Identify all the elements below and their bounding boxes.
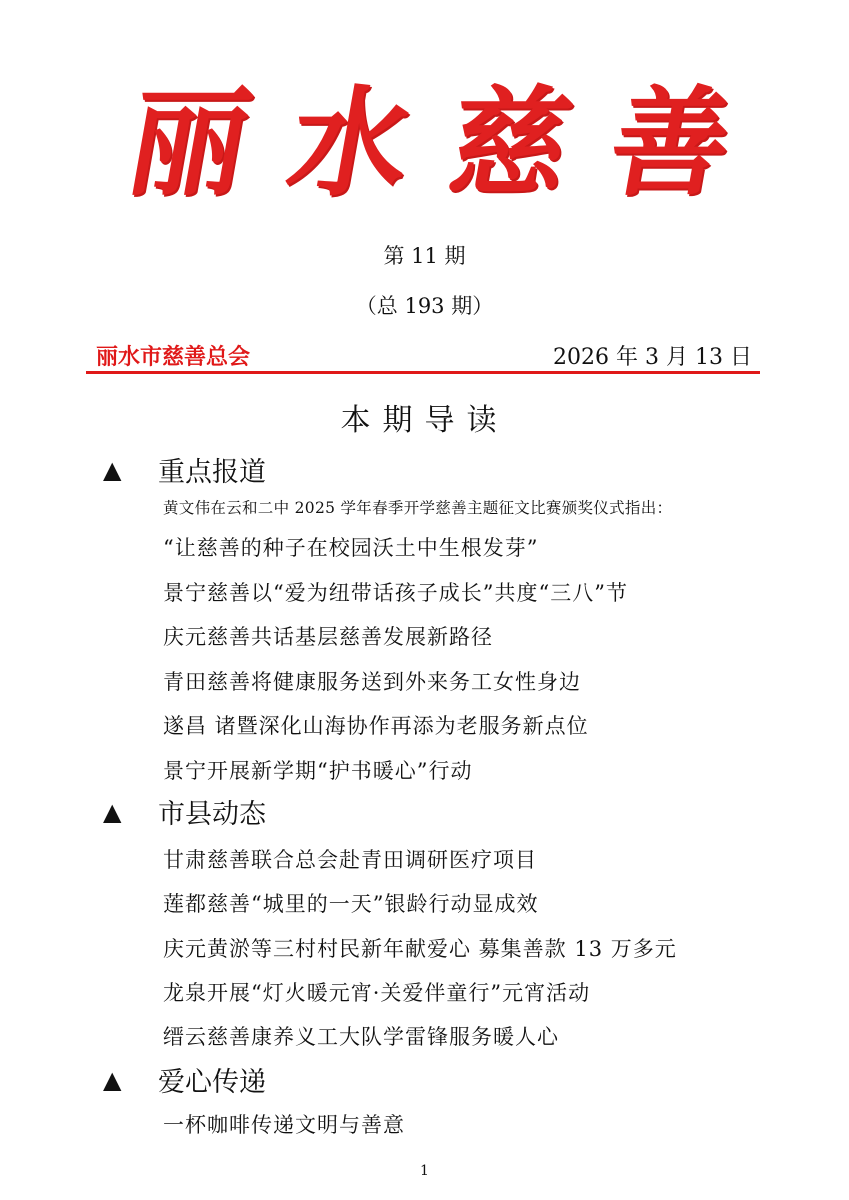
list-item[interactable]: 缙云慈善康养义工大队学雷锋服务暖人心	[163, 1025, 559, 1049]
list-item[interactable]: 青田慈善将健康服务送到外来务工女性身边	[163, 670, 581, 694]
list-item[interactable]: 景宁慈善以“爱为纽带话孩子成长”共度“三八”节	[163, 581, 628, 605]
organization-name: 丽水市慈善总会	[96, 344, 251, 370]
list-item[interactable]: 龙泉开展“灯火暖元宵·关爱伴童行”元宵活动	[163, 981, 591, 1005]
section-heading	[103, 450, 266, 489]
section-heading	[103, 792, 266, 831]
list-item[interactable]: 黄文伟在云和二中 2025 学年春季开学慈善主题征文比赛颁奖仪式指出：	[163, 499, 673, 517]
masthead-char-2: 水	[278, 72, 422, 212]
publish-date: 2026 年 3 月 13 日	[553, 345, 752, 370]
masthead-logo	[117, 70, 743, 215]
masthead-char-1: 丽	[117, 72, 261, 212]
section-heading-label: 市县动态	[158, 799, 266, 830]
triangle-icon: ▲	[103, 1065, 122, 1094]
page-number: 1	[420, 1163, 429, 1179]
list-item[interactable]: 一杯咖啡传递文明与善意	[163, 1113, 405, 1137]
masthead-char-3: 慈	[439, 72, 582, 212]
guide-title: 本期导读	[340, 403, 509, 438]
issue-total: （总 193 期）	[355, 294, 494, 318]
list-item[interactable]: 甘肃慈善联合总会赴青田调研医疗项目	[163, 848, 537, 872]
section-heading-label: 爱心传递	[158, 1067, 266, 1098]
list-item[interactable]: 莲都慈善“城里的一天”银龄行动显成效	[163, 892, 539, 916]
masthead-char-4: 善	[599, 72, 743, 212]
triangle-icon: ▲	[103, 797, 122, 826]
list-item[interactable]: 庆元慈善共话基层慈善发展新路径	[163, 625, 493, 649]
list-item[interactable]: 遂昌 诸暨深化山海协作再添为老服务新点位	[163, 714, 589, 738]
list-item[interactable]: 庆元黄淤等三村村民新年献爱心 募集善款 13 万多元	[163, 937, 677, 961]
list-item[interactable]: “让慈善的种子在校园沃土中生根发芽”	[163, 536, 539, 560]
issue-number: 第 11 期	[383, 244, 466, 268]
section-heading-label: 重点报道	[158, 457, 266, 488]
section-heading	[103, 1060, 266, 1099]
red-divider	[86, 371, 760, 374]
triangle-icon: ▲	[103, 455, 122, 484]
list-item[interactable]: 景宁开展新学期“护书暖心”行动	[163, 759, 473, 783]
